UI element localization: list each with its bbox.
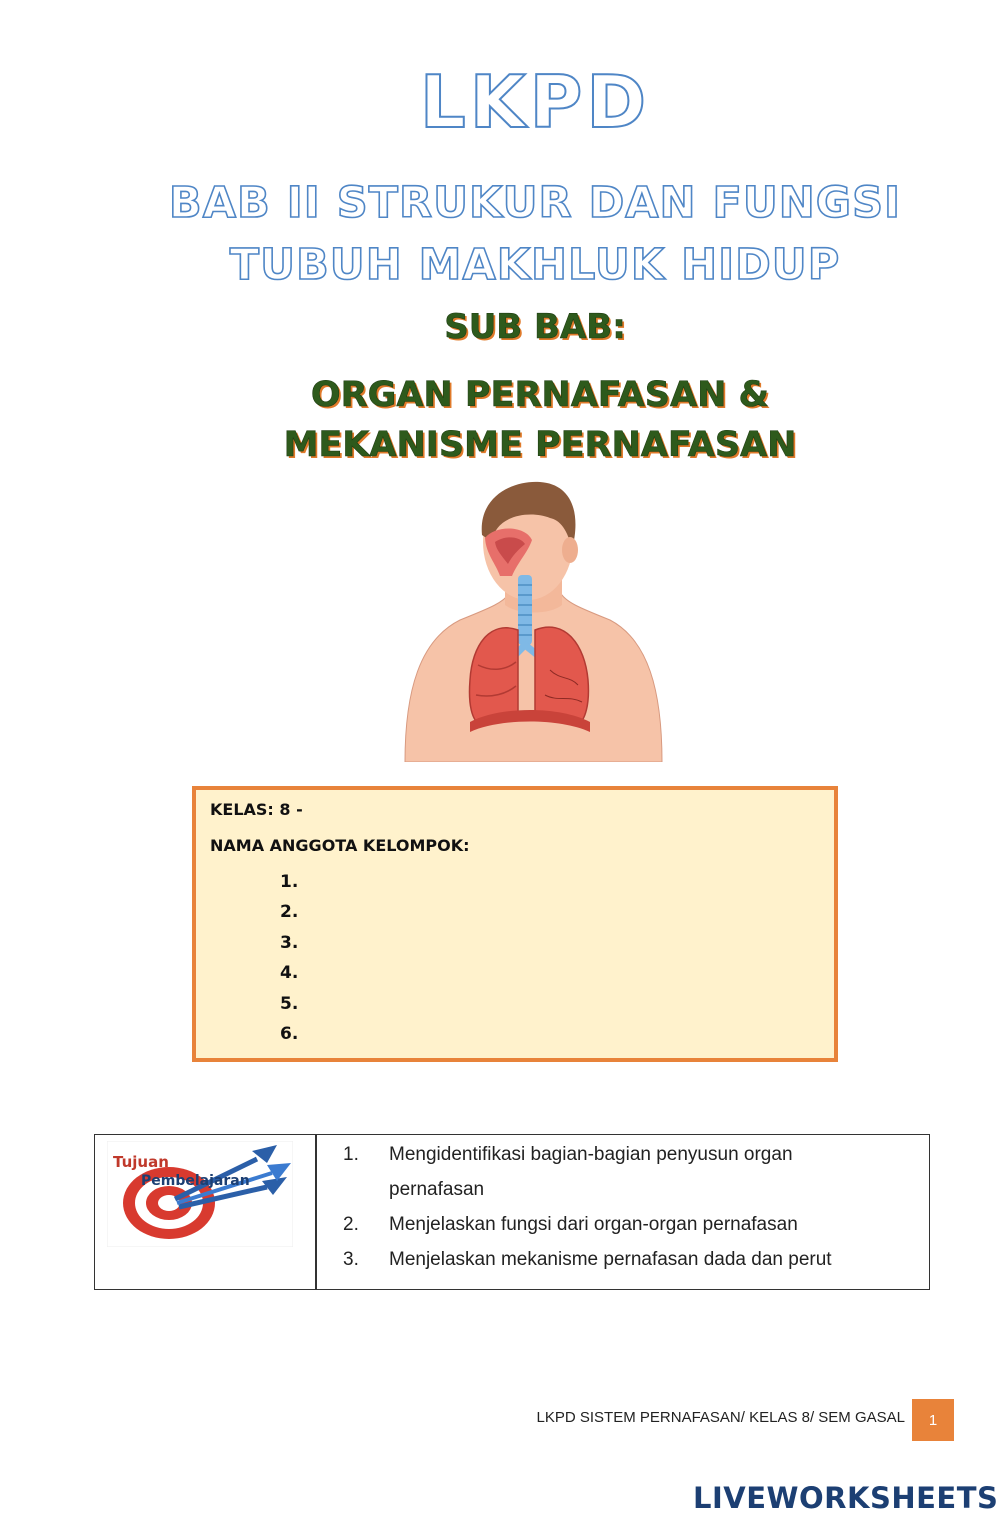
learning-goals-target-icon (107, 1141, 293, 1247)
goal-item-1 (343, 1137, 923, 1207)
group-info-box (192, 786, 838, 1062)
liveworksheets-brand[interactable] (690, 1478, 999, 1518)
table-divider (315, 1135, 317, 1289)
goal-text: Menjelaskan mekanisme pernafasan dada dan perut (389, 1249, 832, 1270)
sub-chapter-title-line-1: ORGAN PERNAFASAN & (310, 375, 770, 415)
learning-goals-list (343, 1137, 923, 1277)
document-title: LKPD (419, 60, 651, 144)
page-number: 1 (912, 1399, 954, 1441)
goal-item-3 (343, 1242, 923, 1277)
goal-text: Mengidentifikasi bagian-bagian penyusun organ (389, 1144, 793, 1165)
chapter-title-line-2: TUBUH MAKHLUK HIDUP (229, 240, 841, 290)
goal-number: 2. (343, 1214, 359, 1235)
sub-chapter-title (150, 370, 930, 470)
class-field-label: KELAS: 8 - (210, 800, 303, 819)
target-image-text-2: Pembelajaran (141, 1173, 250, 1189)
chapter-title-line-1: BAB II STRUKUR DAN FUNGSI (168, 178, 902, 228)
footer-text: LKPD SISTEM PERNAFASAN/ KELAS 8/ SEM GASAL (536, 1409, 905, 1426)
target-image-text-1: Tujuan (113, 1153, 169, 1171)
goal-text: Menjelaskan fungsi dari organ-organ pernafasan (389, 1214, 798, 1235)
member-item-4: 4. (280, 963, 299, 983)
sub-chapter-label: SUB BAB: (444, 307, 626, 347)
learning-goals-table (94, 1134, 930, 1290)
member-item-6: 6. (280, 1024, 299, 1044)
liveworksheets-wordmark: LIVEWORKSHEETS (693, 1481, 999, 1515)
respiratory-system-illustration (400, 480, 665, 762)
member-item-5: 5. (280, 994, 299, 1014)
member-item-2: 2. (280, 902, 299, 922)
member-item-1: 1. (280, 872, 299, 892)
sub-chapter-title-line-2: MEKANISME PERNAFASAN (283, 425, 797, 465)
group-members-label: NAMA ANGGOTA KELOMPOK: (210, 836, 470, 855)
goal-number: 3. (343, 1249, 359, 1270)
member-item-3: 3. (280, 933, 299, 953)
goal-item-2 (343, 1207, 923, 1242)
chapter-title (100, 172, 970, 296)
goal-number: 1. (343, 1144, 359, 1165)
goal-text-continued: pernafasan (389, 1179, 485, 1200)
